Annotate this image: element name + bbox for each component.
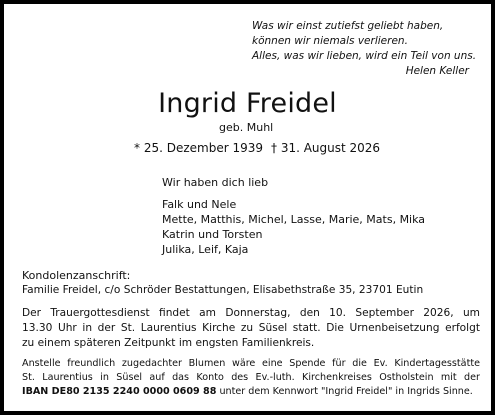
service-line-3: zu einem späteren Zeitpunkt im engsten Familienkreis. bbox=[22, 337, 315, 349]
condolence-address: Familie Freidel, c/o Schröder Bestattungen, Elisabethstraße 35, 23701 Eutin bbox=[22, 284, 424, 296]
donation-line-2: St. Laurentius in Süsel auf das Konto des Ev.-luth. Kirchenkreises Ostholstein mit der bbox=[22, 372, 480, 383]
deceased-name: Ingrid Freidel bbox=[158, 88, 337, 119]
mourner-line-2: Mette, Matthis, Michel, Lasse, Marie, Mats, Mika bbox=[162, 213, 426, 226]
death-date: † 31. August 2026 bbox=[271, 141, 381, 155]
quote-line-3: Alles, was wir lieben, wird ein Teil von uns. bbox=[252, 50, 477, 62]
mourner-line-1: Falk und Nele bbox=[162, 198, 237, 211]
service-paragraph bbox=[22, 306, 480, 351]
mourners-heading: Wir haben dich lieb bbox=[162, 176, 269, 189]
birth-name: geb. Muhl bbox=[219, 121, 274, 134]
service-line-1: Der Trauergottesdienst findet am Donnerstag, den 10. September 2026, um bbox=[22, 307, 480, 319]
donation-line-1: Anstelle freundlich zugedachter Blumen wäre eine Spende für die Ev. Kindertagesstätte bbox=[22, 358, 480, 369]
quote-line-2: können wir niemals verlieren. bbox=[252, 35, 408, 47]
birth-date: * 25. Dezember 1939 bbox=[134, 141, 263, 155]
quote-line-1: Was wir einst zutiefst geliebt haben, bbox=[252, 20, 444, 32]
quote-author: Helen Keller bbox=[405, 65, 469, 77]
donation-iban: IBAN DE80 2135 2240 0000 0609 88 bbox=[22, 386, 217, 397]
mourner-line-3: Katrin und Torsten bbox=[162, 228, 263, 241]
mourner-line-4: Julika, Leif, Kaja bbox=[162, 243, 249, 256]
donation-line-3-rest: unter dem Kennwort "Ingrid Freidel" in Ingrids Sinne. bbox=[216, 386, 473, 397]
condolence-label: Kondolenzanschrift: bbox=[22, 269, 131, 282]
donation-line-3 bbox=[22, 385, 480, 399]
service-line-2: 13.30 Uhr in der St. Laurentius Kirche zu Süsel statt. Die Urnenbeisetzung erfolgt bbox=[22, 322, 480, 334]
donation-paragraph bbox=[22, 357, 480, 399]
